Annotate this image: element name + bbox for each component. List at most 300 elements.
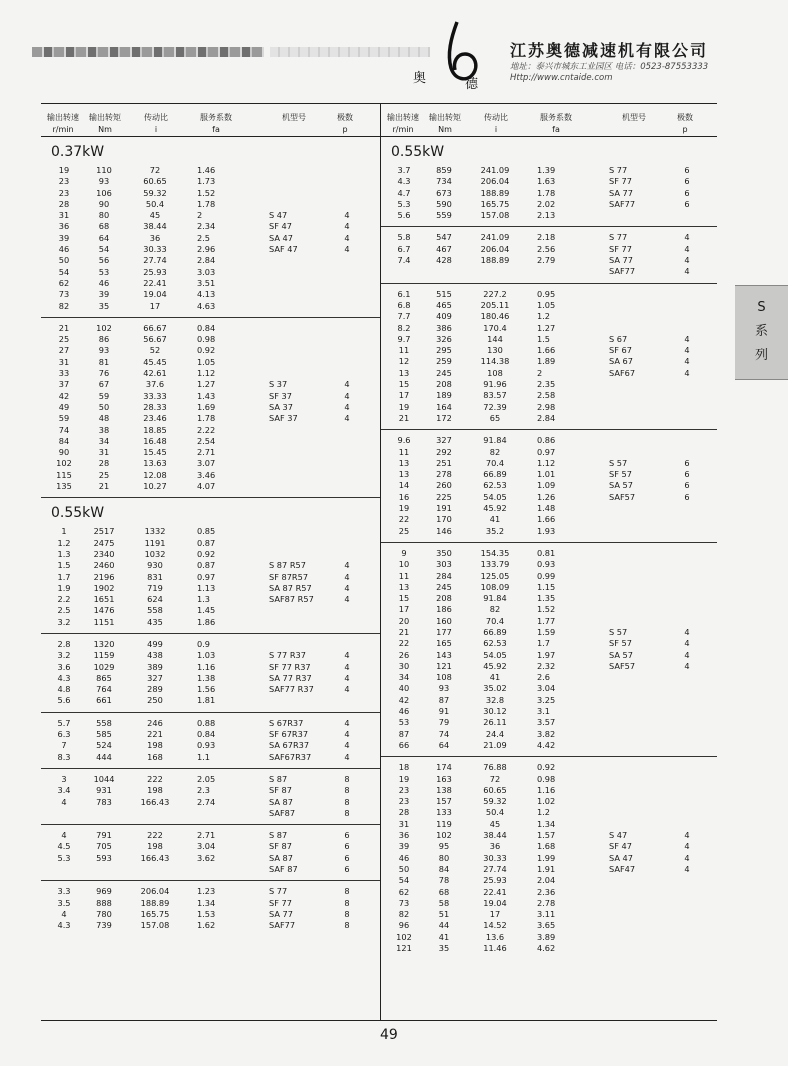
table-row — [381, 932, 717, 943]
table-cell: 2.74 — [197, 796, 216, 807]
table-cell: 25.93 — [483, 875, 507, 886]
table-cell: 3.89 — [537, 931, 556, 942]
table-row — [381, 334, 717, 345]
table-row — [381, 469, 717, 480]
table-cell: 44 — [438, 920, 450, 931]
table-cell: 42 — [58, 390, 70, 401]
table-cell: 6 — [684, 198, 690, 209]
table-cell: S 47 — [269, 210, 288, 221]
table-cell: 6.8 — [397, 299, 411, 310]
table-row — [381, 593, 717, 604]
table-cell: 22.41 — [143, 277, 167, 288]
table-row — [381, 188, 717, 199]
table-cell: 4 — [61, 908, 67, 919]
table-cell: 1.02 — [537, 796, 556, 807]
table-cell: 186 — [436, 604, 452, 615]
table-cell: 3.1 — [537, 706, 551, 717]
table-cell: 1044 — [93, 773, 115, 784]
table-row — [41, 650, 380, 661]
table-cell: 15.45 — [143, 447, 167, 458]
table-row — [381, 548, 717, 559]
table-cell: 2 — [537, 367, 543, 378]
table-cell: 37.6 — [145, 379, 165, 390]
left-header-c6: 极数 — [337, 113, 353, 122]
table-cell: SF 77 — [609, 176, 632, 187]
table-cell: SAF87 R57 — [269, 594, 314, 605]
table-cell: 1.26 — [537, 491, 556, 502]
table-cell: 8 — [344, 796, 350, 807]
table-cell: 54 — [58, 266, 70, 277]
table-cell: 41 — [489, 672, 501, 683]
table-cell: 4 — [344, 210, 350, 221]
table-cell: 783 — [96, 796, 112, 807]
table-row — [41, 549, 380, 560]
table-cell: 2.96 — [197, 244, 216, 255]
table-cell: 524 — [96, 740, 112, 751]
left-header-c3: 传动比 — [144, 113, 168, 122]
right-header-c1: 输出转速 — [387, 113, 419, 122]
table-row — [41, 639, 380, 650]
table-cell: 35.02 — [483, 683, 507, 694]
table-cell: 72.39 — [483, 401, 507, 412]
table-cell: 36 — [489, 841, 501, 852]
table-row — [41, 920, 380, 931]
table-cell: 3.82 — [537, 728, 556, 739]
table-cell: 206.04 — [140, 886, 170, 897]
table-cell: 174 — [436, 762, 452, 773]
table-cell: 106 — [96, 187, 112, 198]
table-row — [41, 808, 380, 819]
table-cell: 4 — [344, 729, 350, 740]
table-cell: 1.97 — [537, 649, 556, 660]
table-row — [381, 526, 717, 537]
table-cell: 188.89 — [480, 187, 510, 198]
table-row — [381, 604, 717, 615]
table-cell: 93 — [98, 345, 110, 356]
table-cell: 2460 — [93, 560, 115, 571]
table-cell: 2.58 — [537, 390, 556, 401]
table-cell: S 87 — [269, 830, 288, 841]
table-cell: 9.7 — [397, 333, 411, 344]
table-cell: 0.9 — [197, 638, 211, 649]
table-row — [381, 638, 717, 649]
table-cell: 0.95 — [537, 288, 556, 299]
table-cell: 84 — [438, 863, 450, 874]
right-header-c3: 传动比 — [484, 113, 508, 122]
table-cell: 73 — [58, 289, 70, 300]
table-row — [381, 199, 717, 210]
table-cell: 0.93 — [197, 740, 216, 751]
table-cell: 5.8 — [397, 232, 411, 243]
table-cell: 250 — [147, 695, 163, 706]
table-row — [381, 785, 717, 796]
right-header-c2-unit: Nm — [438, 125, 452, 134]
table-cell: 5.7 — [57, 717, 71, 728]
table-cell: 4 — [61, 796, 67, 807]
table-cell: 1.53 — [197, 908, 216, 919]
header-decor-bar — [32, 47, 264, 57]
table-cell: 68 — [438, 886, 450, 897]
table-cell: 245 — [436, 367, 452, 378]
table-cell: 40 — [398, 683, 410, 694]
table-cell: 4 — [344, 740, 350, 751]
table-cell: SA 77 — [609, 187, 633, 198]
table-cell: 2.5 — [57, 605, 71, 616]
right-table — [381, 103, 717, 1021]
table-cell: 18 — [398, 762, 410, 773]
table-cell: 4.07 — [197, 481, 216, 492]
table-cell: 4 — [684, 243, 690, 254]
table-cell: 2.54 — [197, 435, 216, 446]
table-cell: 1902 — [93, 582, 115, 593]
table-cell: 39 — [398, 841, 410, 852]
table-cell: 115 — [56, 469, 72, 480]
table-cell: 35.2 — [485, 525, 505, 536]
table-cell: SA 77 — [609, 255, 633, 266]
left-column-header — [41, 104, 380, 137]
table-row — [41, 605, 380, 616]
table-cell: SF 67 — [609, 345, 632, 356]
table-cell: 327 — [147, 672, 163, 683]
table-cell: 1.52 — [537, 604, 556, 615]
table-cell: 54.05 — [483, 491, 507, 502]
table-cell: 4.63 — [197, 300, 216, 311]
table-cell: 0.98 — [537, 773, 556, 784]
table-cell: 4 — [684, 356, 690, 367]
table-cell: 13 — [398, 457, 410, 468]
table-cell: 56 — [98, 255, 110, 266]
table-cell: 3.4 — [57, 785, 71, 796]
table-cell: 859 — [436, 165, 452, 175]
table-cell: 1.73 — [197, 176, 216, 187]
table-row — [41, 526, 380, 537]
table-cell: 74 — [438, 728, 450, 739]
table-cell: 222 — [147, 830, 163, 841]
table-row — [41, 740, 380, 751]
table-cell: 23 — [398, 784, 410, 795]
table-cell: 130 — [487, 345, 503, 356]
table-cell: 389 — [147, 661, 163, 672]
table-cell: 6 — [684, 165, 690, 175]
table-cell: 170 — [436, 514, 452, 525]
table-cell: SAF77 — [609, 198, 636, 209]
table-cell: 31 — [98, 447, 110, 458]
table-row — [381, 796, 717, 807]
table-row — [381, 650, 717, 661]
table-row — [381, 514, 717, 525]
table-cell: 35 — [98, 300, 110, 311]
table-cell: 467 — [436, 243, 452, 254]
table-cell: 865 — [96, 672, 112, 683]
table-row — [381, 255, 717, 266]
table-cell: 0.88 — [197, 717, 216, 728]
table-cell: 90 — [98, 198, 110, 209]
table-cell: 2.04 — [537, 875, 556, 886]
table-cell: 23.46 — [143, 413, 167, 424]
table-cell: S 67R37 — [269, 717, 304, 728]
table-cell: 80 — [98, 210, 110, 221]
table-cell: 22 — [398, 514, 410, 525]
table-row — [381, 729, 717, 740]
table-cell: 6.7 — [397, 243, 411, 254]
table-cell: 0.99 — [537, 570, 556, 581]
table-cell: SAF57 — [609, 660, 636, 671]
table-cell: SAF57 — [609, 491, 636, 502]
table-cell: 73 — [398, 897, 410, 908]
left-header-c1-unit: r/min — [52, 125, 74, 134]
table-cell: 83.57 — [483, 390, 507, 401]
table-row — [381, 300, 717, 311]
table-row — [41, 188, 380, 199]
table-cell: 3.5 — [57, 897, 71, 908]
left-header-c4-unit: fa — [212, 125, 220, 134]
table-cell: 5.3 — [397, 198, 411, 209]
table-cell: 48 — [98, 413, 110, 424]
table-cell: 59.32 — [143, 187, 167, 198]
table-cell: 1.78 — [197, 198, 216, 209]
table-cell: 12.08 — [143, 469, 167, 480]
table-cell: 4 — [684, 638, 690, 649]
table-cell: 831 — [147, 571, 163, 582]
table-cell: S 57 — [609, 457, 628, 468]
table-cell: 4 — [344, 751, 350, 762]
table-section — [41, 318, 380, 498]
table-cell: 465 — [436, 299, 452, 310]
table-cell: 157.08 — [480, 210, 510, 221]
table-cell: 4.3 — [397, 176, 411, 187]
table-cell: 86 — [98, 334, 110, 345]
table-cell: 14.52 — [483, 920, 507, 931]
table-cell: 1.59 — [537, 626, 556, 637]
table-cell: 547 — [436, 232, 452, 243]
table-cell: 166.43 — [140, 796, 170, 807]
table-cell: 2.32 — [537, 660, 556, 671]
table-cell: 8 — [344, 908, 350, 919]
table-cell: 11 — [398, 570, 410, 581]
table-cell: 3.46 — [197, 469, 216, 480]
table-cell: 30 — [398, 660, 410, 671]
table-row — [381, 379, 717, 390]
table-cell: 0.84 — [197, 322, 216, 333]
table-cell: 62.53 — [483, 480, 507, 491]
table-cell: 125.05 — [480, 570, 510, 581]
table-cell: 4 — [684, 255, 690, 266]
table-cell: 50.4 — [485, 807, 505, 818]
table-row — [381, 402, 717, 413]
table-cell: 222 — [147, 773, 163, 784]
table-cell: 3.03 — [197, 266, 216, 277]
table-row — [41, 774, 380, 785]
table-cell: 1 — [61, 526, 67, 537]
table-cell: SF 87 — [269, 841, 292, 852]
table-row — [381, 345, 717, 356]
table-cell: 558 — [96, 717, 112, 728]
table-cell: SA 77 — [269, 908, 293, 919]
table-cell: 4 — [684, 345, 690, 356]
table-cell: 705 — [96, 841, 112, 852]
table-cell: 4 — [344, 684, 350, 695]
right-header-c4-unit: fa — [552, 125, 560, 134]
table-row — [381, 368, 717, 379]
table-cell: 96 — [398, 920, 410, 931]
table-row — [381, 447, 717, 458]
table-cell: 198 — [147, 841, 163, 852]
table-cell: 79 — [438, 717, 450, 728]
table-row — [381, 616, 717, 627]
table-cell: 2.5 — [197, 232, 211, 243]
table-section — [41, 634, 380, 713]
table-cell: 22.41 — [483, 886, 507, 897]
table-cell: 68 — [98, 221, 110, 232]
table-cell: SF 77 R37 — [269, 661, 311, 672]
table-cell: 4 — [684, 232, 690, 243]
table-cell: 221 — [147, 729, 163, 740]
table-row — [41, 278, 380, 289]
table-cell: 49 — [58, 401, 70, 412]
table-cell: 72 — [149, 165, 161, 175]
table-row — [41, 379, 380, 390]
table-cell: 46 — [98, 277, 110, 288]
table-row — [41, 176, 380, 187]
table-cell: 46 — [58, 244, 70, 255]
table-row — [41, 752, 380, 763]
right-header-c6-unit: p — [682, 125, 688, 134]
table-cell: 80 — [438, 852, 450, 863]
table-cell: 1.3 — [197, 594, 211, 605]
table-cell: 25 — [58, 334, 70, 345]
table-cell: 60.65 — [143, 176, 167, 187]
table-cell: 515 — [436, 288, 452, 299]
table-cell: 4 — [684, 660, 690, 671]
table-cell: 91.96 — [483, 379, 507, 390]
table-row — [41, 684, 380, 695]
table-row — [381, 244, 717, 255]
table-cell: 764 — [96, 684, 112, 695]
table-cell: 33 — [58, 368, 70, 379]
table-cell: 38.44 — [143, 221, 167, 232]
table-section — [381, 284, 717, 431]
table-cell: 42.61 — [143, 368, 167, 379]
table-cell: 3.57 — [537, 717, 556, 728]
table-cell: 35 — [438, 943, 450, 953]
table-row — [381, 582, 717, 593]
table-row — [41, 673, 380, 684]
table-cell: 558 — [147, 605, 163, 616]
table-cell: 82 — [489, 604, 501, 615]
table-cell: SF 47 — [269, 221, 292, 232]
table-cell: 1.68 — [537, 841, 556, 852]
left-table — [41, 103, 381, 1021]
table-cell: 1032 — [144, 548, 166, 559]
table-cell: 327 — [436, 435, 452, 446]
table-cell: SF 67R37 — [269, 729, 309, 740]
table-cell: 1.81 — [197, 695, 216, 706]
table-cell: SAF77 R37 — [269, 684, 314, 695]
table-row — [381, 559, 717, 570]
table-cell: 53 — [98, 266, 110, 277]
table-row — [41, 165, 380, 176]
table-row — [41, 301, 380, 312]
table-cell: 4 — [344, 650, 350, 661]
table-cell: 154.35 — [480, 547, 510, 558]
table-cell: 1.45 — [197, 605, 216, 616]
table-cell: 6.1 — [397, 288, 411, 299]
table-cell: 9 — [401, 547, 407, 558]
table-cell: 6 — [684, 491, 690, 502]
table-section — [41, 498, 380, 634]
logo-char: 德 — [465, 77, 479, 90]
table-cell: 157 — [436, 796, 452, 807]
table-cell: 45.92 — [483, 503, 507, 514]
table-row — [41, 436, 380, 447]
table-cell: 27.74 — [483, 863, 507, 874]
table-cell: 188.89 — [140, 897, 170, 908]
table-cell: 21 — [398, 626, 410, 637]
table-cell: 87 — [398, 728, 410, 739]
table-cell: 3.04 — [197, 841, 216, 852]
table-cell: 4.62 — [537, 943, 556, 953]
table-cell: 1.05 — [537, 299, 556, 310]
table-cell: S 77 — [609, 232, 628, 243]
table-cell: 734 — [436, 176, 452, 187]
table-cell: 3.04 — [537, 683, 556, 694]
table-cell: SAF47 — [609, 863, 636, 874]
table-row — [381, 887, 717, 898]
table-cell: 5.6 — [57, 695, 71, 706]
table-cell: 11 — [398, 446, 410, 457]
table-cell: S 77 — [609, 165, 628, 175]
table-cell: 28 — [98, 458, 110, 469]
table-cell: 51 — [438, 909, 450, 920]
table-cell: 2.18 — [537, 232, 556, 243]
page-number: 49 — [380, 1027, 398, 1043]
table-row — [41, 199, 380, 210]
table-row — [381, 841, 717, 852]
table-row — [41, 210, 380, 221]
table-cell: 25 — [398, 525, 410, 536]
table-cell: 225 — [436, 491, 452, 502]
table-cell: 0.84 — [197, 729, 216, 740]
table-row — [41, 695, 380, 706]
table-cell: 45 — [489, 818, 501, 829]
table-cell: 1.12 — [537, 457, 556, 468]
table-cell: 166.43 — [140, 852, 170, 863]
table-section — [41, 137, 380, 318]
table-cell: 160 — [436, 615, 452, 626]
right-column-header — [381, 104, 717, 137]
table-cell: 969 — [96, 886, 112, 897]
table-cell: S 77 R37 — [269, 650, 306, 661]
table-row — [41, 560, 380, 571]
table-row — [41, 402, 380, 413]
table-cell: 28 — [58, 198, 70, 209]
table-cell: 28.33 — [143, 401, 167, 412]
table-cell: 39 — [58, 232, 70, 243]
table-cell: 1.12 — [197, 368, 216, 379]
table-cell: 1.35 — [537, 593, 556, 604]
table-row — [41, 594, 380, 605]
table-row — [381, 898, 717, 909]
table-cell: 34 — [398, 672, 410, 683]
table-cell: 18.85 — [143, 424, 167, 435]
table-cell: 70.4 — [485, 615, 505, 626]
table-cell: 46 — [398, 706, 410, 717]
table-cell: 45.92 — [483, 660, 507, 671]
table-cell: 206.04 — [480, 176, 510, 187]
table-cell: 1.66 — [537, 514, 556, 525]
table-cell: 110 — [96, 165, 112, 175]
table-cell: S 57 — [609, 626, 628, 637]
